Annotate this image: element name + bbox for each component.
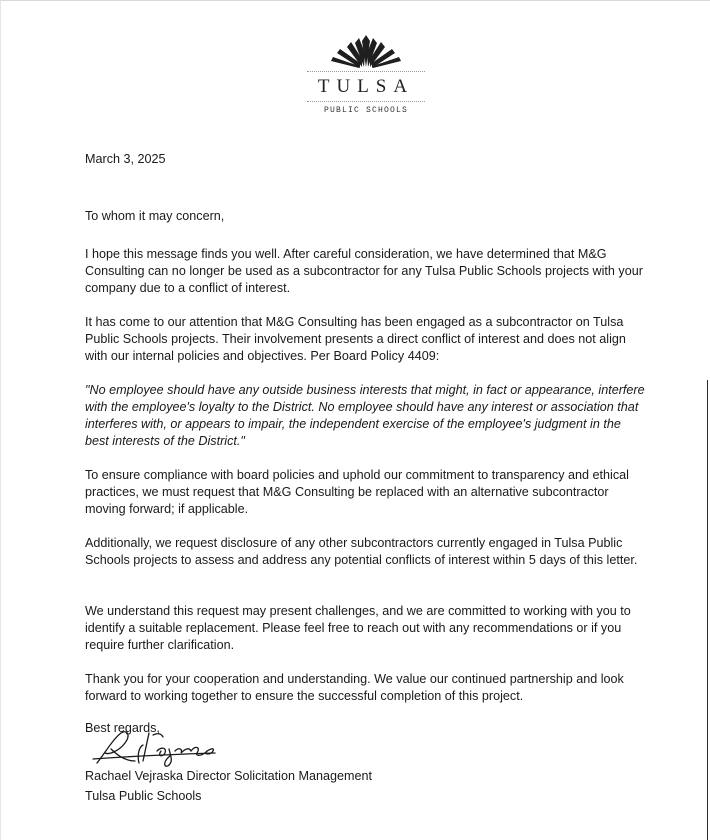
logo-rule-top <box>307 71 425 72</box>
paragraph-intro: I hope this message finds you well. After careful consideration, we have determined that M&G Consulting can no longer be used as a subcontractor for any Tulsa Public Schools projects with your company due to a conflict of interest. <box>85 247 643 295</box>
logo-wordmark: TULSA <box>317 76 415 97</box>
handwritten-signature <box>91 723 221 769</box>
open-book-lotus-icon <box>331 33 401 69</box>
paragraph-compliance: To ensure compliance with board policies and uphold our commitment to transparency and ethical practices, we must request that M&G Consulting be replaced with an alternative subcontractor moving forward; if applicable. <box>85 468 629 516</box>
paragraph-thanks: Thank you for your cooperation and understanding. We value our continued partnership and look forward to working together to ensure the successful completion of this project. <box>85 672 624 703</box>
page-edge-line <box>707 380 708 840</box>
signer-organization: Tulsa Public Schools <box>85 789 202 803</box>
signer-name-title: Rachael Vejraska Director Solicitation Management <box>85 769 372 783</box>
closing: Best regards, <box>85 721 160 735</box>
letter-date: March 3, 2025 <box>85 152 166 166</box>
paragraph-disclosure: Additionally, we request disclosure of any other subcontractors currently engaged in Tulsa Public Schools projects to assess and address any potential conflicts of interest within 5 days of this letter. <box>85 536 638 567</box>
paragraph-replacement: We understand this request may present challenges, and we are committed to working with you to identify a suitable replacement. Please feel free to reach out with any recommendations or if you require further clarification. <box>85 604 631 652</box>
paragraph-conflict: It has come to our attention that M&G Consulting has been engaged as a subcontractor on Tulsa Public Schools projects. Their involvement presents a direct conflict of interest and does not align with our internal policies and objectives. Per Board Policy 4409: <box>85 315 626 363</box>
logo-rule-bottom <box>307 101 425 102</box>
logo-subtitle: PUBLIC SCHOOLS <box>323 106 408 115</box>
salutation: To whom it may concern, <box>85 209 225 223</box>
policy-quote: "No employee should have any outside business interests that might, in fact or appearance, interfere with the employee's loyalty to the District. No employee should have any interest or association that interferes with, or appears to impair, the independent exercise of the employee's judgment in the best interests of the District." <box>85 383 645 448</box>
tps-logo <box>301 29 431 121</box>
